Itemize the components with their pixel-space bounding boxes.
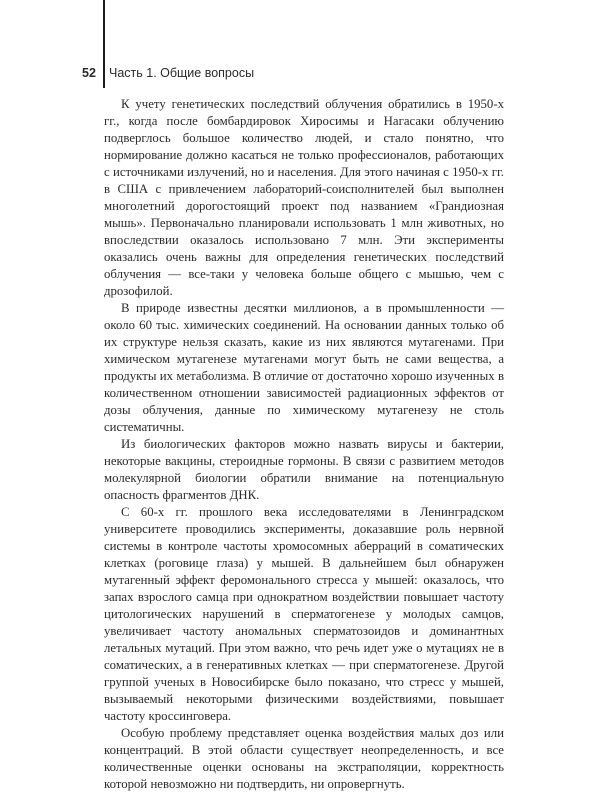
body-text [104,96,504,793]
paragraph-low-doses: Особую проблему представляет оценка воздействия малых доз или концентраций. В этой области существует неопределенность, и все количественные оценки основаны на экстраполяции, корректность которой невозможно ни подтвердить, ни опровергнуть. [104,726,504,791]
paragraph-genetic-effects: К учету генетических последствий облучения обратились в 1950-х гг., когда после бомбардировок Хиросимы и Нагасаки облучению подверглось большое количество людей, и стало понятно, что нормирование должно касаться не только профессионалов, работающих с источниками излучений, но и населения. Для этого начиная с 1950-х гг. в США с привлечением лабораторий-соисполнителей был выполнен многолетний дорогостоящий проект под названием «Грандиозная мышь». Первоначально планировали использовать 1 млн животных, но впоследствии оказалось использовано 7 млн. Эти эксперименты оказались очень важны для определения генетических последствий облучения — все-таки у человека больше общего с мышью, чем с дрозофилой. [104,97,504,298]
running-head [82,64,254,82]
paragraph-chemical-mutagens: В природе известны десятки миллионов, а в промышленности — около 60 тыс. химических соединений. На основании данных только об их структуре нельзя сказать, какие из них являются мутагенами. При химическом мутагенезе мутагенами могут быть не сами вещества, а продукты их метаболизма. В отличие от достаточно хорошо изученных в количественном отношении зависимостей радиационных эффектов от дозы облучения, данные по химическому мутагенезу не столь систематичны. [104,301,504,434]
paragraph-nervous-system-experiments: С 60-х гг. прошлого века исследователями в Ленинградском университете проводились эксперименты, доказавшие роль нервной системы в контроле частоты хромосомных аберраций в соматических клетках (роговице глаза) у мышей. В дальнейшем был обнаружен мутагенный эффект феромонального стресса у мышей: оказалось, что запах взрослого самца при однократном воздействии повышает частоту цитологических нарушений в сперматогенезе у молодых самцов, увеличивает частоту аномальных сперматозоидов и доминантных летальных мутаций. При этом важно, что речь идет уже о мутациях не в соматических, а в генеративных клетках — при сперматогенезе. Другой группой ученых в Новосибирске было показано, что стресс у мышей, вызываемый некоторыми физическими воздействиями, повышает частоту кроссинговера. [104,505,504,723]
paragraph-biological-factors: Из биологических факторов можно назвать вирусы и бактерии, некоторые вакцины, стероидные гормоны. В связи с развитием методов молекулярной биологии обратили внимание на потенциальную опасность фрагментов ДНК. [104,437,504,502]
chapter-title: Часть 1. Общие вопросы [109,66,255,80]
page-number: 52 [82,66,96,80]
